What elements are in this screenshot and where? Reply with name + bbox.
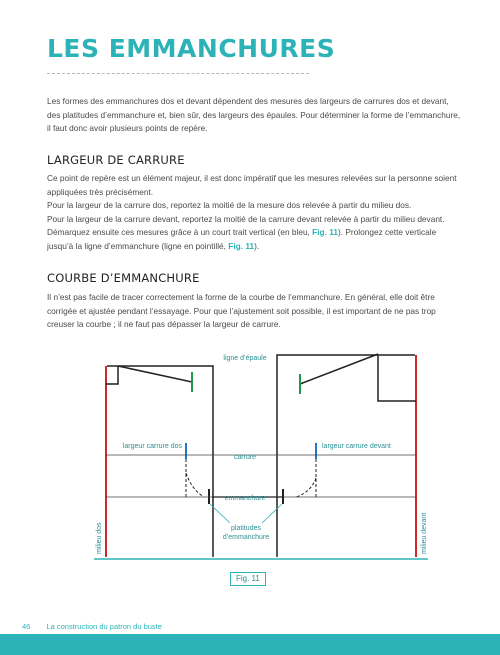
label-ligne-epaule: ligne d’épaule [223, 355, 267, 362]
back-pattern [106, 366, 213, 557]
section1-p3-start: Pour la largeur de la carrure devant, reportez la moitié de la carrure devant relevée à partir du milieu devant. Démarquez ensuite ces mesures grâce à un court trait vertical (en bleu, [47, 213, 445, 237]
front-outline [277, 355, 415, 557]
label-largeur-carrure-devant: largeur carrure devant [322, 443, 391, 450]
section1-paragraph-1: Ce point de repère est un élément majeur, il est donc impératif que les mesures relevées sur la personne soient appliquées très précisément. [47, 173, 457, 197]
back-outline [107, 366, 213, 557]
label-emmanchure: emmanchure [224, 495, 266, 502]
label-largeur-carrure-dos: largeur carrure dos [122, 443, 182, 450]
section1-paragraph-2: Pour la largeur de la carrure dos, reportez la moitié de la mesure dos relevée à partir du milieu dos. [47, 200, 412, 210]
running-title: La construction du patron du buste [46, 622, 162, 631]
page-footer [22, 622, 162, 631]
page-number: 46 [22, 622, 31, 631]
back-armhole-curve [186, 473, 204, 497]
front-pattern [277, 354, 416, 557]
label-milieu-devant: milieu devant [421, 512, 428, 554]
section1-p3-end: ). [254, 240, 260, 251]
front-neck-line [378, 355, 416, 401]
back-neck-line [106, 366, 118, 384]
label-milieu-dos: milieu dos [96, 522, 103, 554]
section2-paragraph-1: Il n’est pas facile de tracer correctement la forme de la courbe de l’emmanchure. En général, elle doit être corrigée et ajustée pendant l’essayage. Pour que l’ajustement soit possible, il est important de ne pas trop creuser la courbe ; il ne faut pas dépasser la largeur de carrure. [47, 292, 436, 329]
figure-reference-2: Fig. 11 [228, 240, 255, 251]
figure-label: Fig. 11 [230, 572, 266, 586]
platitudes-pointer-front [262, 504, 282, 523]
back-shoulder-line [118, 366, 192, 382]
label-platitudes: platitudes [231, 525, 261, 532]
label-carrure: carrure [233, 454, 257, 461]
page-title: LES EMMANCHURES [47, 34, 336, 63]
intro-text: Les formes des emmanchures dos et devant dépendent des mesures des largeurs de carrures dos et devant, des platitudes d’emmanchure et, bien sûr, des largeurs des épaules. Pour déterminer la forme de l’emmanchure, il faut donc avoir plusieurs points de repère. [47, 96, 461, 133]
figure-reference: Fig. 11 [312, 227, 338, 237]
section-heading-largeur-carrure: LARGEUR DE CARRURE [47, 153, 185, 167]
label-d-emmanchure: d’emmanchure [222, 534, 270, 541]
section-heading-courbe-emmanchure: COURBE D’EMMANCHURE [47, 271, 200, 285]
front-shoulder-line [300, 354, 378, 384]
footer-color-bar [0, 634, 500, 655]
section1-p3-mid: ). Prolongez cette verticale jusqu’à la ligne d’emmanchure (ligne en pointillé, [47, 227, 437, 251]
front-armhole-curve [296, 478, 316, 497]
